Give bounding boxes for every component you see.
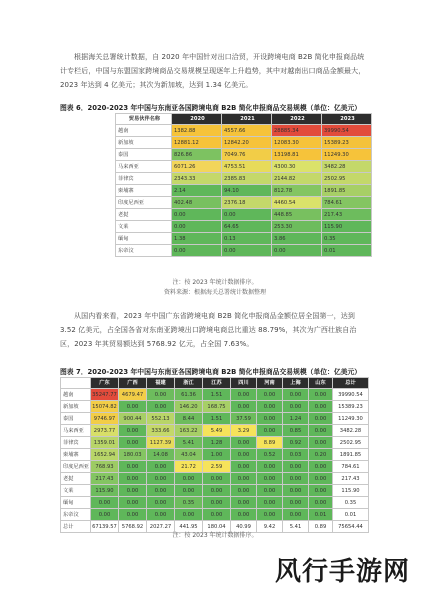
table-cell: 2027.27: [147, 521, 175, 533]
table-cell: 2376.18: [222, 197, 272, 209]
table-cell: 3.86: [272, 233, 322, 245]
table-cell: 0.00: [231, 437, 257, 449]
table-cell: 39990.54: [333, 389, 369, 401]
table-cell: 0.00: [203, 473, 231, 485]
table-cell: 9.42: [257, 521, 283, 533]
table-cell: 0.00: [203, 497, 231, 509]
table-cell: 1.51: [203, 413, 231, 425]
table2-note: 注：按 2023 年统计数据排序。: [172, 532, 258, 539]
row-label: 老挝: [61, 473, 91, 485]
table-cell: 35247.77: [91, 389, 119, 401]
table-header-cell: 贸易伙伴名称: [116, 114, 172, 125]
table-header-cell: 山东: [309, 378, 333, 389]
table-cell: 0.00: [147, 401, 175, 413]
table-cell: 0.00: [309, 497, 333, 509]
table-cell: 0.00: [283, 497, 309, 509]
table-cell: 0.00: [222, 209, 272, 221]
table-cell: 0.00: [309, 437, 333, 449]
table-cell: 0.00: [231, 485, 257, 497]
table-cell: 5.49: [203, 425, 231, 437]
table-cell: 1382.88: [172, 125, 222, 137]
table-cell: 0.00: [309, 401, 333, 413]
table-cell: 6071.26: [172, 161, 222, 173]
intro-paragraph: 根据海关总署统计数据，自 2020 年中国针对出口洽贸，开设跨境电商 B2B 简化申报商品统计专栏后，中国与东盟国家跨境商品交易规模呈现逐年上升趋势，其中对越南出口商品金额最大，2023 年达到 4 亿美元；其次为新加坡，达到 1.34 亿美元。: [60, 53, 366, 89]
table-cell: 12881.12: [172, 137, 222, 149]
table-cell: 0.00: [119, 473, 147, 485]
table-cell: 0.00: [283, 473, 309, 485]
table-cell: 0.00: [91, 497, 119, 509]
site-watermark: 风行手游网: [274, 557, 410, 587]
table-cell: 2973.77: [91, 425, 119, 437]
table-row: [61, 473, 369, 485]
table-header-cell: 国家: [61, 378, 91, 389]
table-cell: 12083.30: [272, 137, 322, 149]
table-cell: 812.78: [272, 185, 322, 197]
table-cell: 11249.30: [322, 149, 372, 161]
table-row: [61, 497, 369, 509]
table-cell: 0.00: [172, 221, 222, 233]
row-label: 缅甸: [61, 497, 91, 509]
table-cell: 2.59: [203, 461, 231, 473]
table-cell: 0.00: [309, 461, 333, 473]
table-row: [116, 149, 372, 161]
table-cell: 13198.81: [272, 149, 322, 161]
table-cell: 15389.23: [333, 401, 369, 413]
table-cell: 4557.66: [222, 125, 272, 137]
table-cell: 2502.95: [333, 437, 369, 449]
table-cell: 0.00: [309, 389, 333, 401]
table-cell: 217.43: [91, 473, 119, 485]
table-row: [61, 437, 369, 449]
table-cell: 0.00: [119, 509, 147, 521]
table-header-cell: 河南: [257, 378, 283, 389]
table-header-cell: 2023: [322, 114, 372, 125]
table-row: [116, 185, 372, 197]
table-cell: 1359.01: [91, 437, 119, 449]
table-cell: 0.00: [119, 437, 147, 449]
table-cell: 0.00: [147, 509, 175, 521]
table-cell: 0.00: [309, 425, 333, 437]
table-cell: 0.00: [257, 485, 283, 497]
table-cell: 61.36: [175, 389, 203, 401]
table-cell: 0.00: [309, 485, 333, 497]
table-cell: 0.00: [203, 509, 231, 521]
table-cell: 9746.97: [91, 413, 119, 425]
row-label: 泰国: [116, 149, 172, 161]
table-row: [61, 425, 369, 437]
table-cell: 0.00: [147, 485, 175, 497]
table-cell: 1652.94: [91, 449, 119, 461]
table-cell: 43.04: [175, 449, 203, 461]
table-cell: 11249.30: [333, 413, 369, 425]
table-cell: 5768.92: [119, 521, 147, 533]
table-cell: 2.14: [172, 185, 222, 197]
table-row: [116, 209, 372, 221]
table-cell: 0.00: [272, 245, 322, 257]
table-cell: 2343.33: [172, 173, 222, 185]
table-cell: 784.61: [333, 461, 369, 473]
table-cell: 4753.51: [222, 161, 272, 173]
table-cell: 168.75: [203, 401, 231, 413]
row-label: 新加坡: [116, 137, 172, 149]
table-cell: 0.03: [283, 449, 309, 461]
table-row: [116, 125, 372, 137]
row-label: 文莱: [116, 221, 172, 233]
table-cell: 0.00: [91, 509, 119, 521]
table-cell: 2502.95: [322, 173, 372, 185]
table-cell: 0.00: [309, 413, 333, 425]
table-cell: 0.00: [257, 401, 283, 413]
table-cell: 0.00: [309, 473, 333, 485]
table-header-row: [61, 378, 369, 389]
table-cell: 0.00: [257, 413, 283, 425]
table-cell: 67139.57: [91, 521, 119, 533]
table-cell: 1.38: [172, 233, 222, 245]
table-cell: 217.43: [333, 473, 369, 485]
table-cell: 2385.83: [222, 173, 272, 185]
table-cell: 94.10: [222, 185, 272, 197]
row-label: 马来西亚: [116, 161, 172, 173]
table-cell: 15389.23: [322, 137, 372, 149]
table-header-cell: 2021: [222, 114, 272, 125]
table-row: [61, 401, 369, 413]
table-cell: 768.93: [91, 461, 119, 473]
table-cell: 0.00: [147, 497, 175, 509]
table-cell: 0.85: [283, 425, 309, 437]
table-cell: 0.00: [172, 209, 222, 221]
table-cell: 0.89: [309, 521, 333, 533]
row-label: 印度尼西亚: [61, 461, 91, 473]
table2-caption: 图表 7．2020-2023 年中国与东南亚各国跨境电商 B2B 简化申报商品交易规模（单位：亿美元）: [60, 368, 362, 376]
table-header-cell: 江苏: [203, 378, 231, 389]
table-cell: 0.00: [257, 473, 283, 485]
row-label: 文莱: [61, 485, 91, 497]
table-cell: 0.00: [222, 245, 272, 257]
table-row: [116, 221, 372, 233]
table-cell: 0.01: [333, 509, 369, 521]
table-cell: 402.48: [172, 197, 222, 209]
row-label: 泰国: [61, 413, 91, 425]
table-cell: 0.01: [309, 509, 333, 521]
table-cell: 7049.76: [222, 149, 272, 161]
table-cell: 2144.82: [272, 173, 322, 185]
table-row: [61, 461, 369, 473]
table-cell: 0.00: [119, 401, 147, 413]
table-cell: 75654.44: [333, 521, 369, 533]
row-label: 总计: [61, 521, 91, 533]
table-cell: 0.92: [283, 437, 309, 449]
row-label: 新加坡: [61, 401, 91, 413]
table1-source: 资料来源：根据海关总署统计数据整理: [163, 289, 266, 296]
table-cell: 826.86: [172, 149, 222, 161]
table1-caption: 图表 6．2020-2023 年中国与东南亚各国跨境电商 B2B 简化申报商品交易规模（单位：亿美元）: [60, 104, 362, 112]
row-label: 菲律宾: [116, 173, 172, 185]
table-cell: 0.00: [119, 461, 147, 473]
table-cell: 1891.85: [333, 449, 369, 461]
table-row: [116, 233, 372, 245]
table-cell: 115.90: [333, 485, 369, 497]
table-cell: 0.00: [283, 389, 309, 401]
table-row: [116, 197, 372, 209]
row-label: 缅甸: [116, 233, 172, 245]
body-paragraph: 从国内看来看，2023 年中国广东省跨境电商 B2B 简化申报商品金额位居全国第一，达到 3.52 亿美元，占全国各省对东南亚跨境出口跨境电商总比重达 88.79%，其次为广西壮族自治区，2023 年其贸易额达到 5768.92 亿元，占全国 7.63%。: [60, 312, 357, 348]
table-cell: 28885.34: [272, 125, 322, 137]
table-cell: 0.35: [175, 497, 203, 509]
table-row: [61, 449, 369, 461]
table-row: [61, 485, 369, 497]
table-cell: 784.61: [322, 197, 372, 209]
table-cell: 1891.85: [322, 185, 372, 197]
table-cell: 333.66: [147, 425, 175, 437]
row-label: 越南: [61, 389, 91, 401]
table-cell: 8.44: [175, 413, 203, 425]
table-cell: 1.51: [203, 389, 231, 401]
table-cell: 180.04: [203, 521, 231, 533]
table-cell: 0.35: [322, 233, 372, 245]
row-label: 柬埔寨: [116, 185, 172, 197]
table-cell: 0.00: [147, 473, 175, 485]
table-cell: 0.00: [119, 485, 147, 497]
table-cell: 4300.30: [272, 161, 322, 173]
table-cell: 441.95: [175, 521, 203, 533]
table-header-cell: 2020: [172, 114, 222, 125]
table-cell: 0.00: [257, 497, 283, 509]
table-header-cell: 福建: [147, 378, 175, 389]
table-cell: 0.00: [175, 485, 203, 497]
table-cell: 900.44: [119, 413, 147, 425]
table-cell: 0.20: [309, 449, 333, 461]
table-cell: 0.00: [231, 497, 257, 509]
table-cell: 0.00: [283, 485, 309, 497]
table2: [60, 377, 369, 533]
table-cell: 0.00: [119, 425, 147, 437]
table-cell: 0.35: [333, 497, 369, 509]
table-cell: 40.99: [231, 521, 257, 533]
row-label: 东帝汶: [116, 245, 172, 257]
table-cell: 37.59: [231, 413, 257, 425]
row-label: 越南: [116, 125, 172, 137]
table-cell: 5.41: [283, 521, 309, 533]
table-cell: 0.00: [231, 461, 257, 473]
table-cell: 0.00: [257, 425, 283, 437]
table-cell: 253.30: [272, 221, 322, 233]
table-header-cell: 广西: [119, 378, 147, 389]
table-cell: 0.00: [172, 245, 222, 257]
table-cell: 0.00: [175, 509, 203, 521]
table-cell: 0.00: [231, 401, 257, 413]
table-row: [61, 389, 369, 401]
table-cell: 5.41: [175, 437, 203, 449]
table-header-cell: 浙江: [175, 378, 203, 389]
table-cell: 15074.82: [91, 401, 119, 413]
table-cell: 0.52: [257, 449, 283, 461]
row-label: 老挝: [116, 209, 172, 221]
table-cell: 0.00: [175, 473, 203, 485]
table-header-row: [116, 114, 372, 125]
table-row: [61, 413, 369, 425]
table-cell: 0.00: [203, 485, 231, 497]
table-cell: 115.90: [91, 485, 119, 497]
table-row: [61, 509, 369, 521]
table-cell: 0.00: [283, 509, 309, 521]
table1-note: 注：按 2023 年统计数据排序。: [172, 279, 258, 286]
table-cell: 1.00: [203, 449, 231, 461]
row-label: 菲律宾: [61, 437, 91, 449]
table-cell: 180.03: [119, 449, 147, 461]
table-cell: 448.85: [272, 209, 322, 221]
table-cell: 552.13: [147, 413, 175, 425]
table-cell: 0.00: [257, 509, 283, 521]
table-cell: 21.72: [175, 461, 203, 473]
table-row: [116, 245, 372, 257]
table-cell: 146.20: [175, 401, 203, 413]
table-cell: 1127.39: [147, 437, 175, 449]
table-row: [116, 173, 372, 185]
table1: [115, 113, 372, 257]
table-cell: 3482.28: [333, 425, 369, 437]
table-cell: 217.43: [322, 209, 372, 221]
table-cell: 8.89: [257, 437, 283, 449]
table-cell: 0.00: [231, 449, 257, 461]
table-cell: 3.29: [231, 425, 257, 437]
table-cell: 0.01: [322, 245, 372, 257]
table-cell: 1.24: [283, 413, 309, 425]
table-cell: 115.90: [322, 221, 372, 233]
table-header-cell: 总计: [333, 378, 369, 389]
table-cell: 39990.54: [322, 125, 372, 137]
table-cell: 1.28: [203, 437, 231, 449]
table-cell: 0.00: [119, 497, 147, 509]
table-cell: 163.22: [175, 425, 203, 437]
table-cell: 0.00: [231, 389, 257, 401]
table-header-cell: 四川: [231, 378, 257, 389]
table-cell: 0.13: [222, 233, 272, 245]
table-cell: 64.65: [222, 221, 272, 233]
table-cell: 14.08: [147, 449, 175, 461]
table-cell: 4460.54: [272, 197, 322, 209]
table-cell: 0.00: [147, 461, 175, 473]
table-cell: 0.00: [231, 473, 257, 485]
table-row: [116, 161, 372, 173]
table-row: [116, 137, 372, 149]
table-cell: 0.00: [283, 401, 309, 413]
table-cell: 3482.28: [322, 161, 372, 173]
table-cell: 0.00: [231, 509, 257, 521]
row-label: 柬埔寨: [61, 449, 91, 461]
table-header-cell: 2022: [272, 114, 322, 125]
table-cell: 12842.20: [222, 137, 272, 149]
table-cell: 0.00: [257, 389, 283, 401]
row-label: 东帝汶: [61, 509, 91, 521]
row-label: 马来西亚: [61, 425, 91, 437]
row-label: 印度尼西亚: [116, 197, 172, 209]
table-cell: 4679.47: [119, 389, 147, 401]
table-cell: 0.00: [283, 461, 309, 473]
table-cell: 0.00: [147, 389, 175, 401]
table-header-cell: 上海: [283, 378, 309, 389]
table-cell: 0.00: [257, 461, 283, 473]
table-header-cell: 广东: [91, 378, 119, 389]
